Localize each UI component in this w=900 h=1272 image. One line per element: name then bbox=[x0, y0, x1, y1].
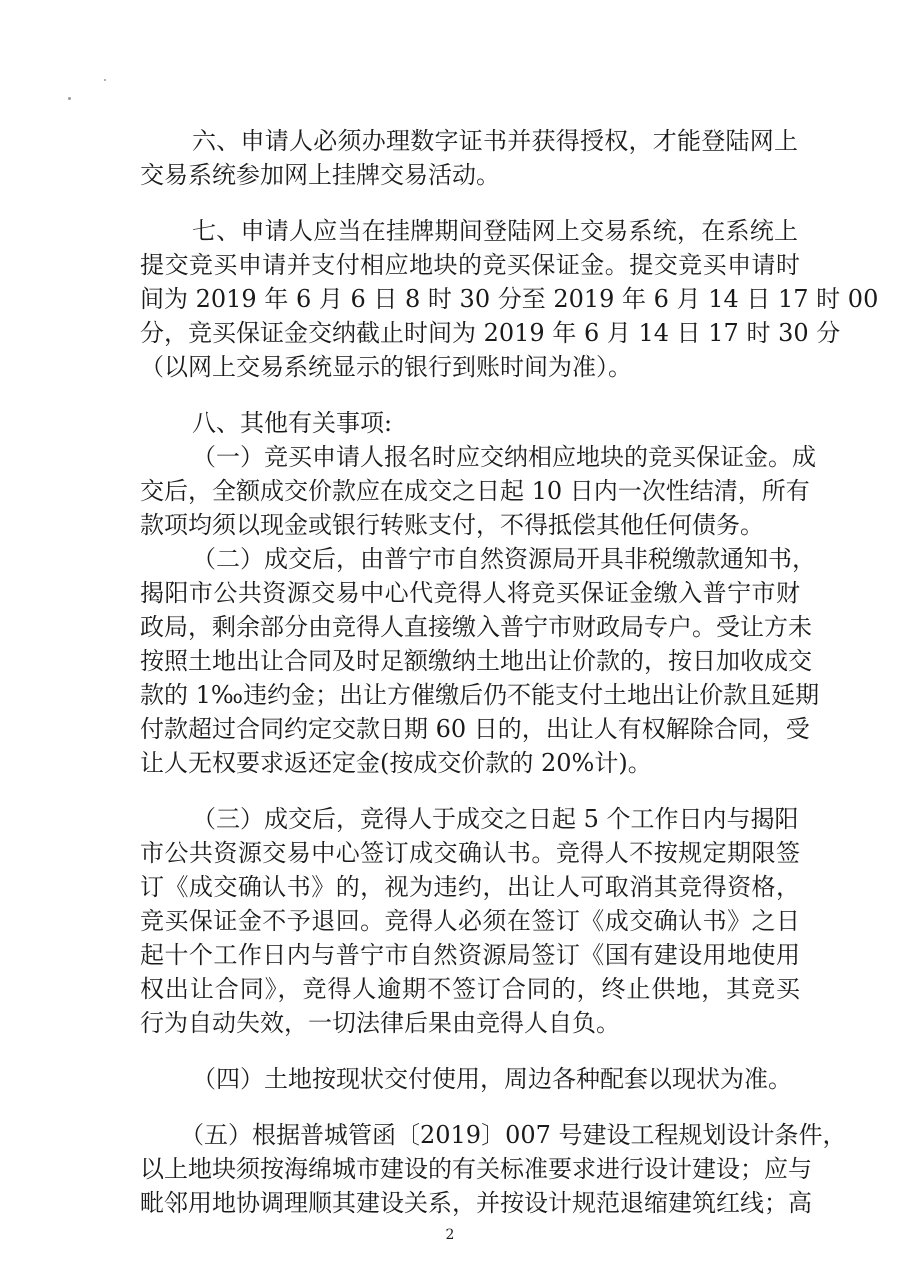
paragraph-line: 毗邻用地协调理顺其建设关系，并按设计规范退缩建筑红线；高 bbox=[140, 1189, 812, 1217]
paragraph-line: 分，竞买保证金交纳截止时间为 2019 年 6 月 14 日 17 时 30 分 bbox=[140, 319, 841, 347]
page-number: 2 bbox=[445, 1227, 455, 1243]
paragraph-line: （一）竞买申请人报名时应交纳相应地块的竞买保证金。成 bbox=[192, 443, 816, 471]
paragraph-line: 让人无权要求返还定金(按成交价款的 20%计)。 bbox=[140, 749, 652, 777]
scan-speck bbox=[104, 79, 106, 81]
scan-speck bbox=[68, 97, 71, 100]
paragraph-line: 以上地块须按海绵城市建设的有关标准要求进行设计建设；应与 bbox=[140, 1155, 812, 1183]
paragraph-line: 款的 1‰违约金；出让方催缴后仍不能支付土地出让价款且延期 bbox=[140, 681, 820, 709]
paragraph-line: 政局，剩余部分由竞得人直接缴入普宁市财政局专户。受让方未 bbox=[140, 613, 812, 641]
paragraph-line: 交易系统参加网上挂牌交易活动。 bbox=[140, 161, 500, 189]
paragraph-line: 揭阳市公共资源交易中心代竞得人将竞买保证金缴入普宁市财 bbox=[140, 579, 800, 607]
paragraph-line: （三）成交后，竞得人于成交之日起 5 个工作日内与揭阳 bbox=[192, 805, 799, 833]
paragraph-line: 间为 2019 年 6 月 6 日 8 时 30 分至 2019 年 6 月 14 日 17 时 00 bbox=[140, 285, 879, 313]
paragraph-line: 市公共资源交易中心签订成交确认书。竞得人不按规定期限签 bbox=[140, 839, 800, 867]
paragraph-line: 竞买保证金不予退回。竞得人必须在签订《成交确认书》之日 bbox=[140, 907, 800, 935]
paragraph-line: 订《成交确认书》的，视为违约，出让人可取消其竞得资格， bbox=[140, 873, 800, 901]
paragraph-line: 六、申请人必须办理数字证书并获得授权，才能登陆网上 bbox=[192, 127, 798, 155]
paragraph-line: 权出让合同》，竞得人逾期不签订合同的，终止供地，其竞买 bbox=[140, 975, 800, 1003]
paragraph-line: （四）土地按现状交付使用，周边各种配套以现状为准。 bbox=[192, 1065, 792, 1093]
section-8-heading: 八、其他有关事项: bbox=[192, 409, 393, 437]
paragraph-line: 起十个工作日内与普宁市自然资源局签订《国有建设用地使用 bbox=[140, 941, 800, 969]
paragraph-line: （五）根据普城管函〔2019〕007 号建设工程规划设计条件， bbox=[180, 1121, 847, 1149]
paragraph-line: 七、申请人应当在挂牌期间登陆网上交易系统，在系统上 bbox=[192, 217, 798, 245]
paragraph-line: 交后，全额成交价款应在成交之日起 10 日内一次性结清，所有 bbox=[140, 477, 810, 505]
paragraph-line: （二）成交后，由普宁市自然资源局开具非税缴款通知书， bbox=[192, 545, 816, 573]
paragraph-line: （以网上交易系统显示的银行到账时间为准）。 bbox=[140, 353, 632, 381]
paragraph-line: 付款超过合同约定交款日期 60 日的，出让人有权解除合同，受 bbox=[140, 715, 810, 743]
paragraph-line: 提交竞买申请并支付相应地块的竞买保证金。提交竞买申请时 bbox=[140, 251, 800, 279]
paragraph-line: 按照土地出让合同及时足额缴纳土地出让价款的，按日加收成交 bbox=[140, 647, 812, 675]
paragraph-line: 行为自动失效，一切法律后果由竞得人自负。 bbox=[140, 1009, 620, 1037]
paragraph-line: 款项均须以现金或银行转账支付，不得抵偿其他任何债务。 bbox=[140, 511, 764, 539]
